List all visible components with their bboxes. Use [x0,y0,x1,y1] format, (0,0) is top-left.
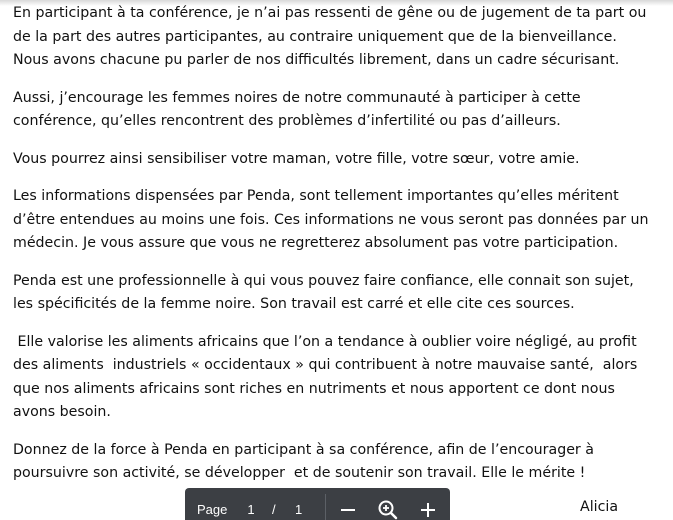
paragraph-1 [13,2,668,73]
text-line: médecin. Je vous assure que vous ne regretterez absolument pas votre participation. [13,235,619,252]
magnifier-plus-icon [376,498,400,520]
text-line: Les informations dispensées par Penda, sont tellement importantes qu’elles méritent [13,187,619,204]
zoom-out-button[interactable] [336,498,360,520]
toolbar-divider [325,494,326,520]
text-line: Aussi, j’encourage les femmes noires de notre communauté à participer à cette [13,89,581,106]
text-line: des aliments industriels « occidentaux » qui contribuent à notre mauvaise santé, alors [13,357,638,374]
document-text [13,2,668,500]
zoom-fit-button[interactable] [376,498,400,520]
text-line: Nous avons chacune pu parler de nos difficultés librement, dans un cadre sécurisant. [13,52,620,69]
plus-icon [416,498,440,520]
paragraph-5 [13,270,668,317]
paragraph-3 [13,148,668,172]
text-line: les spécificités de la femme noire. Son travail est carré et elle cite ces sources. [13,296,575,313]
paragraph-2 [13,87,668,134]
text-line: Vous pourrez ainsi sensibiliser votre maman, votre fille, votre sœur, votre amie. [13,150,580,167]
paragraph-6 [13,331,668,425]
text-line: avons besoin. [13,404,111,421]
paragraph-7 [13,439,668,486]
total-pages: 1 [295,502,303,517]
page-label: Page [197,502,228,517]
text-line: poursuivre son activité, se développer et de soutenir son travail. Elle le mérite ! [13,465,586,482]
text-line: conférence, qu’elles rencontrent des problèmes d’infertilité ou pas d’ailleurs. [13,113,561,130]
minus-icon [336,498,360,520]
text-line: que nos aliments africains sont riches en nutriments et nous apportent ce dont nous [13,380,615,397]
text-line: Elle valorise les aliments africains que l’on a tendance à oublier voire négligé, au profit [13,333,637,350]
paragraph-4 [13,185,668,256]
text-line: En participant à ta conférence, je n’ai pas ressenti de gêne ou de jugement de ta part ou [13,5,647,21]
signature: Alicia [580,499,619,515]
zoom-in-button[interactable] [416,498,440,520]
page-separator: / [272,502,276,517]
current-page-input[interactable]: 1 [247,502,255,517]
text-line: de la part des autres participantes, au contraire uniquement que de la bienveillance. [13,28,617,45]
text-line: Donnez de la force à Penda en participant à sa conférence, afin de l’encourager à [13,441,594,458]
text-line: Penda est une professionnelle à qui vous pouvez faire confiance, elle connait son sujet, [13,272,634,289]
pdf-toolbar [185,488,450,520]
text-line: d’être entendues au moins une fois. Ces informations ne vous seront pas données par un [13,211,649,228]
